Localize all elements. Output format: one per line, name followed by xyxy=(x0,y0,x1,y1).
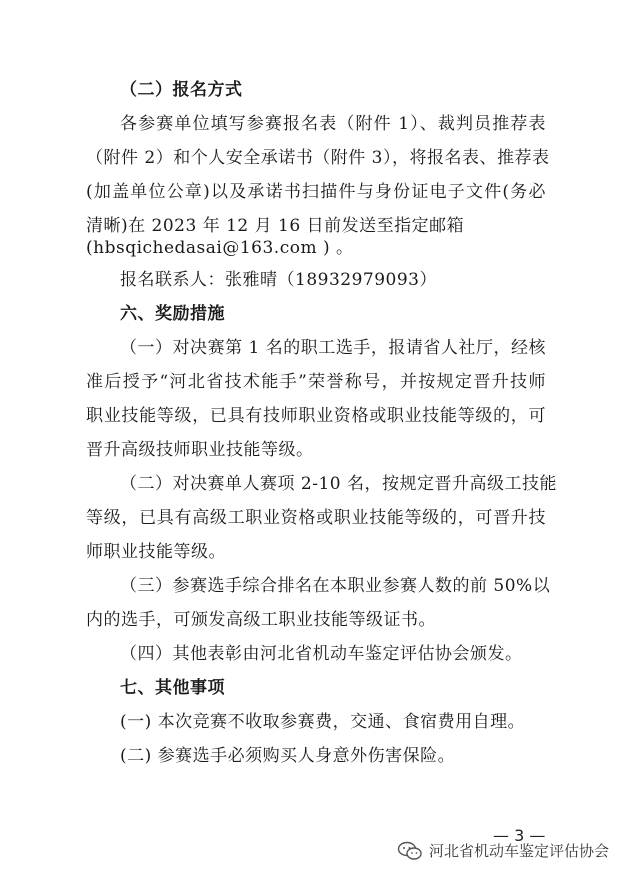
section-heading-registration: （二）报名方式 xyxy=(120,80,243,100)
paragraph-line: (加盖单位公章)以及承诺书扫描件与身份证电子文件(务必 xyxy=(86,182,546,202)
page-number: — 3 — xyxy=(493,826,546,845)
paragraph-line: （一）对决赛第 1 名的职工选手，报请省人社厅，经核 xyxy=(120,338,546,358)
watermark-text: 河北省机动车鉴定评估协会 xyxy=(428,842,609,860)
wechat-icon xyxy=(397,841,423,861)
paragraph-line: （四）其他表彰由河北省机动车鉴定评估协会颁发。 xyxy=(120,644,523,664)
paragraph-line: （三）参赛选手综合排名在本职业参赛人数的前 50%以 xyxy=(120,576,551,596)
watermark xyxy=(397,840,609,861)
paragraph-line: (二) 参赛选手必须购买人身意外伤害保险。 xyxy=(120,746,456,766)
section-heading-other: 七、其他事项 xyxy=(120,678,225,698)
paragraph-line: 内的选手，可颁发高级工职业技能等级证书。 xyxy=(86,610,436,630)
paragraph-line: 准后授予“河北省技术能手”荣誉称号，并按规定晋升技师 xyxy=(86,372,546,392)
contact-line: 报名联系人：张雅晴（18932979093） xyxy=(120,270,437,290)
paragraph-line: 各参赛单位填写参赛报名表（附件 1）、裁判员推荐表 xyxy=(120,114,546,134)
paragraph-line: 等级，已具有高级工职业资格或职业技能等级的，可晋升技 xyxy=(86,508,546,528)
section-heading-rewards: 六、奖励措施 xyxy=(120,304,225,324)
paragraph-line: (一) 本次竞赛不收取参赛费，交通、食宿费用自理。 xyxy=(120,712,526,732)
paragraph-line: （二）对决赛单人赛项 2-10 名，按规定晋升高级工技能 xyxy=(120,474,557,494)
email-line: (hbsqichedasai@163.com ) 。 xyxy=(86,238,354,258)
paragraph-line: 晋升高级技师职业技能等级。 xyxy=(86,440,314,460)
paragraph-line: 清晰)在 2023 年 12 月 16 日前发送至指定邮箱 xyxy=(86,216,465,236)
paragraph-line: 职业技能等级，已具有技师职业资格或职业技能等级的，可 xyxy=(86,406,546,426)
paragraph-line: （附件 2）和个人安全承诺书（附件 3），将报名表、推荐表 xyxy=(86,148,550,168)
paragraph-line: 师职业技能等级。 xyxy=(86,542,226,562)
